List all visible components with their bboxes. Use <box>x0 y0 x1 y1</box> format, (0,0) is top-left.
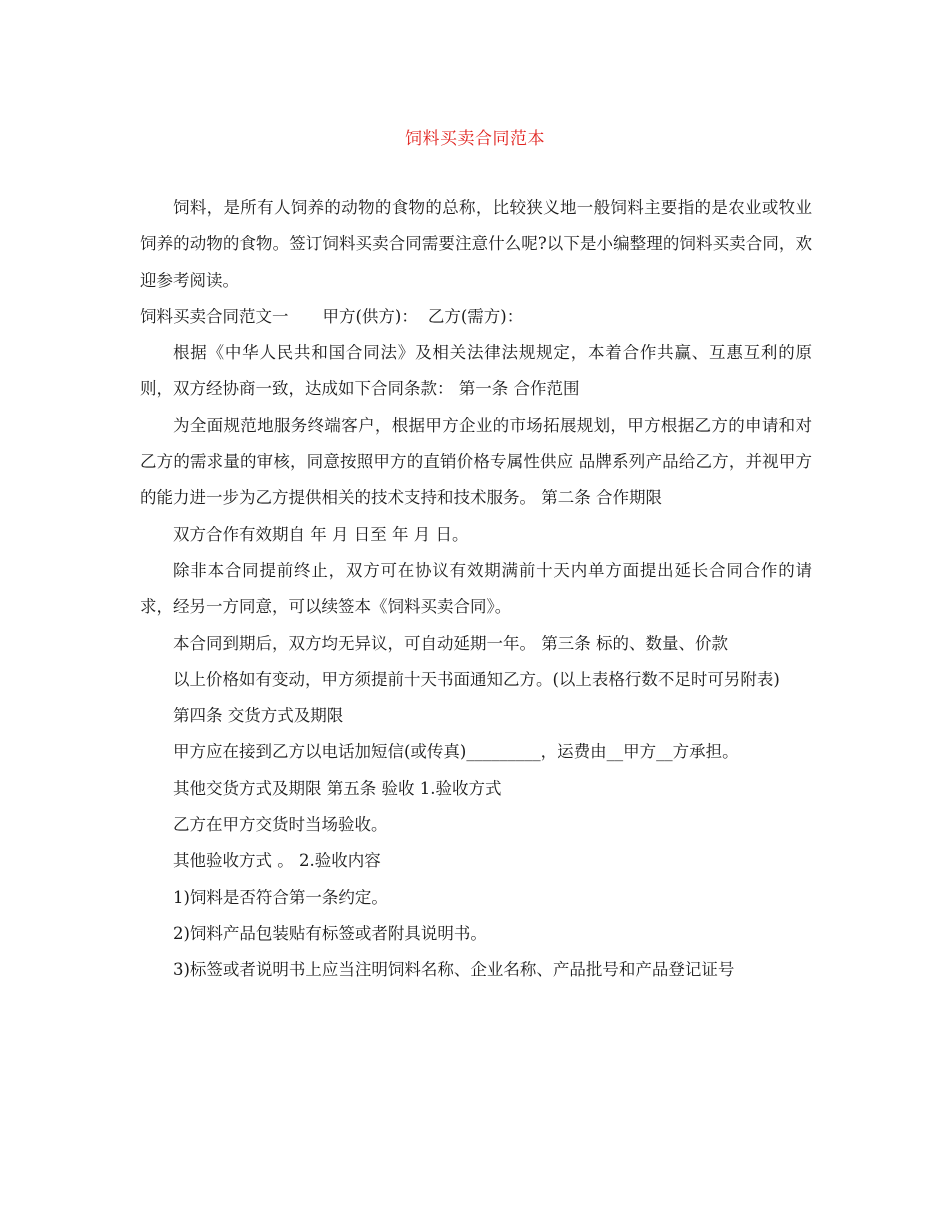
paragraph-price-change: 以上价格如有变动，甲方须提前十天书面通知乙方。(以上表格行数不足时可另附表) <box>173 669 780 689</box>
paragraph-extension: 本合同到期后，双方均无异议，可自动延期一年。 第三条 标的、数量、价款 <box>173 633 728 653</box>
section-heading: 饲料买卖合同范文一 <box>140 306 289 326</box>
paragraph-article-four: 第四条 交货方式及期限 <box>173 706 344 726</box>
paragraph-renewal: 除非本合同提前终止，双方可在协议有效期满前十天内单方面提出延长合同合作的请求，经另一方同意，可以续签本《饲料买卖合同》。 <box>140 560 812 617</box>
paragraph-delivery: 甲方应在接到乙方以电话加短信(或传真)_________，运费由__甲方__方承担。 <box>173 742 739 762</box>
document-body <box>140 190 812 989</box>
paragraph-other-delivery: 其他交货方式及期限 第五条 验收 1.验收方式 <box>173 778 502 798</box>
paragraph-legal-basis: 根据《中华人民共和国合同法》及相关法律法规规定，本着合作共赢、互惠互利的原则，双方经协商一致，达成如下合同条款： 第一条 合作范围 <box>140 343 812 399</box>
paragraph-item-1: 1)饲料是否符合第一条约定。 <box>173 887 388 907</box>
paragraph-other-acceptance: 其他验收方式 。 2.验收内容 <box>173 851 381 871</box>
party-a-label: 甲方(供方)： <box>322 306 418 326</box>
paragraph-item-3: 3)标签或者说明书上应当注明饲料名称、企业名称、产品批号和产品登记证号 <box>173 960 735 980</box>
paragraph-intro: 饲料，是所有人饲养的动物的食物的总称，比较狭义地一般饲料主要指的是农业或牧业饲养的动物的食物。签订饲料买卖合同需要注意什么呢?以下是小编整理的饲料买卖合同，欢迎参考阅读。 <box>140 198 812 290</box>
paragraph-scope: 为全面规范地服务终端客户，根据甲方企业的市场拓展规划，甲方根据乙方的申请和对乙方的需求量的审核，同意按照甲方的直销价格专属性供应 品牌系列产品给乙方，并视甲方的能力进一步为乙方提供相关的技术支持和技术服务。 第二条 合作期限 <box>140 415 812 508</box>
paragraph-acceptance: 乙方在甲方交货时当场验收。 <box>173 815 388 835</box>
party-b-label: 乙方(需方)： <box>427 306 524 326</box>
contract-header-line <box>140 299 812 335</box>
paragraph-term: 双方合作有效期自 年 月 日至 年 月 日。 <box>173 524 469 544</box>
paragraph-item-2: 2)饲料产品包装贴有标签或者附具说明书。 <box>173 923 487 943</box>
document-title: 饲料买卖合同范本 <box>405 129 545 149</box>
